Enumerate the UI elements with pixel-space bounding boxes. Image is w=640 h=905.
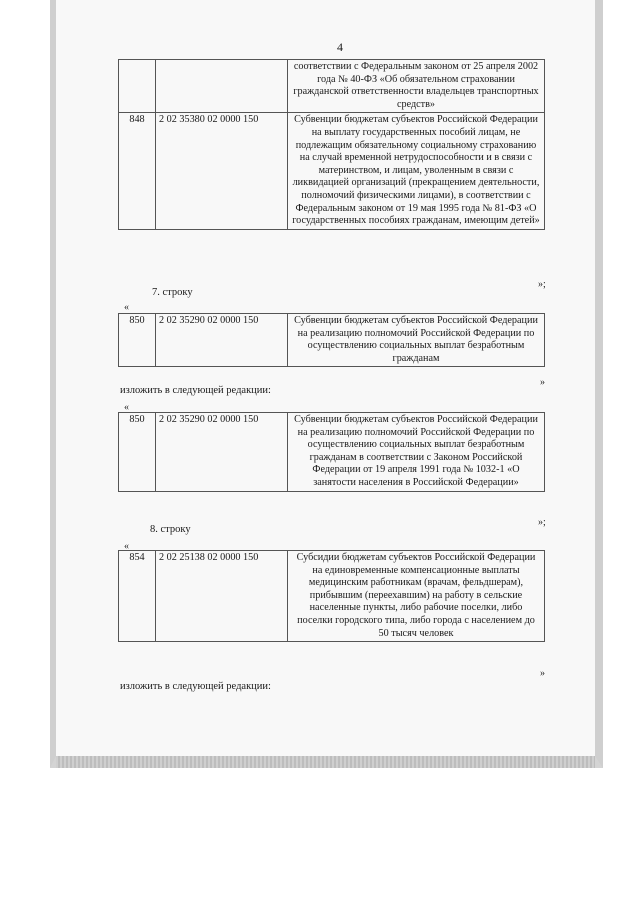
row-description: Субвенции бюджетам субъектов Российской Федерации на реализацию полномочий Российской Федерации по осуществлению социальных выплат безработным гражданам в соответствии с Законом Российской Федерации от 19 апреля 1991 года № 1032-1 «О занятости населения в Российской Федерации» (288, 413, 545, 492)
row-description: Субвенции бюджетам субъектов Российской Федерации на реализацию полномочий Российской Федерации по осуществлению социальных выплат безработным гражданам (288, 314, 545, 367)
open-quote: « (124, 402, 129, 413)
row-number: 854 (119, 551, 156, 642)
table-row (119, 413, 545, 492)
close-quote-1: »; (538, 279, 546, 290)
budget-code: 2 02 35290 02 0000 150 (156, 413, 288, 492)
statement-text-2: изложить в следующей редакции: (120, 681, 271, 692)
row-number: 850 (119, 314, 156, 367)
table-row (119, 551, 545, 642)
budget-code (156, 60, 288, 113)
table-row (119, 113, 545, 229)
page-number: 4 (337, 40, 343, 54)
close-quote-4: » (540, 668, 545, 679)
table-row (119, 60, 545, 113)
row-description: Субвенции бюджетам субъектов Российской Федерации на выплату государственных пособий лицам, не подлежащим обязательному социальному страхованию на случай временной нетрудоспособности и в связи с материнством, и лицам, уволенным в связи с ликвидацией организаций (прекращением деятельности, полномочий физическими лицами), в соответствии с Федеральным законом от 19 мая 1995 года № 81-ФЗ «О государственных пособиях гражданам, имеющим детей» (288, 113, 545, 229)
table-row-854 (118, 550, 545, 642)
row-description: Субсидии бюджетам субъектов Российской Федерации на единовременные компенсационные выплаты медицинским работникам (врачам, фельдшерам), прибывшим (переехавшим) на работу в сельские населенные пункты, либо рабочие поселки, либо поселки городского типа, либо города с населением до 50 тысяч человек (288, 551, 545, 642)
item-7-label: 7. строку (152, 287, 193, 298)
open-quote: « (124, 541, 129, 552)
row-description: соответствии с Федеральным законом от 25 апреля 2002 года № 40-ФЗ «Об обязательном страховании гражданской ответственности владельцев транспортных средств» (288, 60, 545, 113)
table-row-850-new (118, 412, 545, 492)
budget-code: 2 02 35290 02 0000 150 (156, 314, 288, 367)
row-number (119, 60, 156, 113)
budget-code: 2 02 25138 02 0000 150 (156, 551, 288, 642)
budget-code: 2 02 35380 02 0000 150 (156, 113, 288, 229)
table-row (119, 314, 545, 367)
close-quote-2: » (540, 377, 545, 388)
row-number: 850 (119, 413, 156, 492)
close-quote-3: »; (538, 517, 546, 528)
item-8-label: 8. строку (150, 524, 191, 535)
statement-text: изложить в следующей редакции: (120, 385, 271, 396)
row-number: 848 (119, 113, 156, 229)
table-row-850-old (118, 313, 545, 367)
table-continuation (118, 59, 545, 230)
open-quote: « (124, 302, 129, 313)
